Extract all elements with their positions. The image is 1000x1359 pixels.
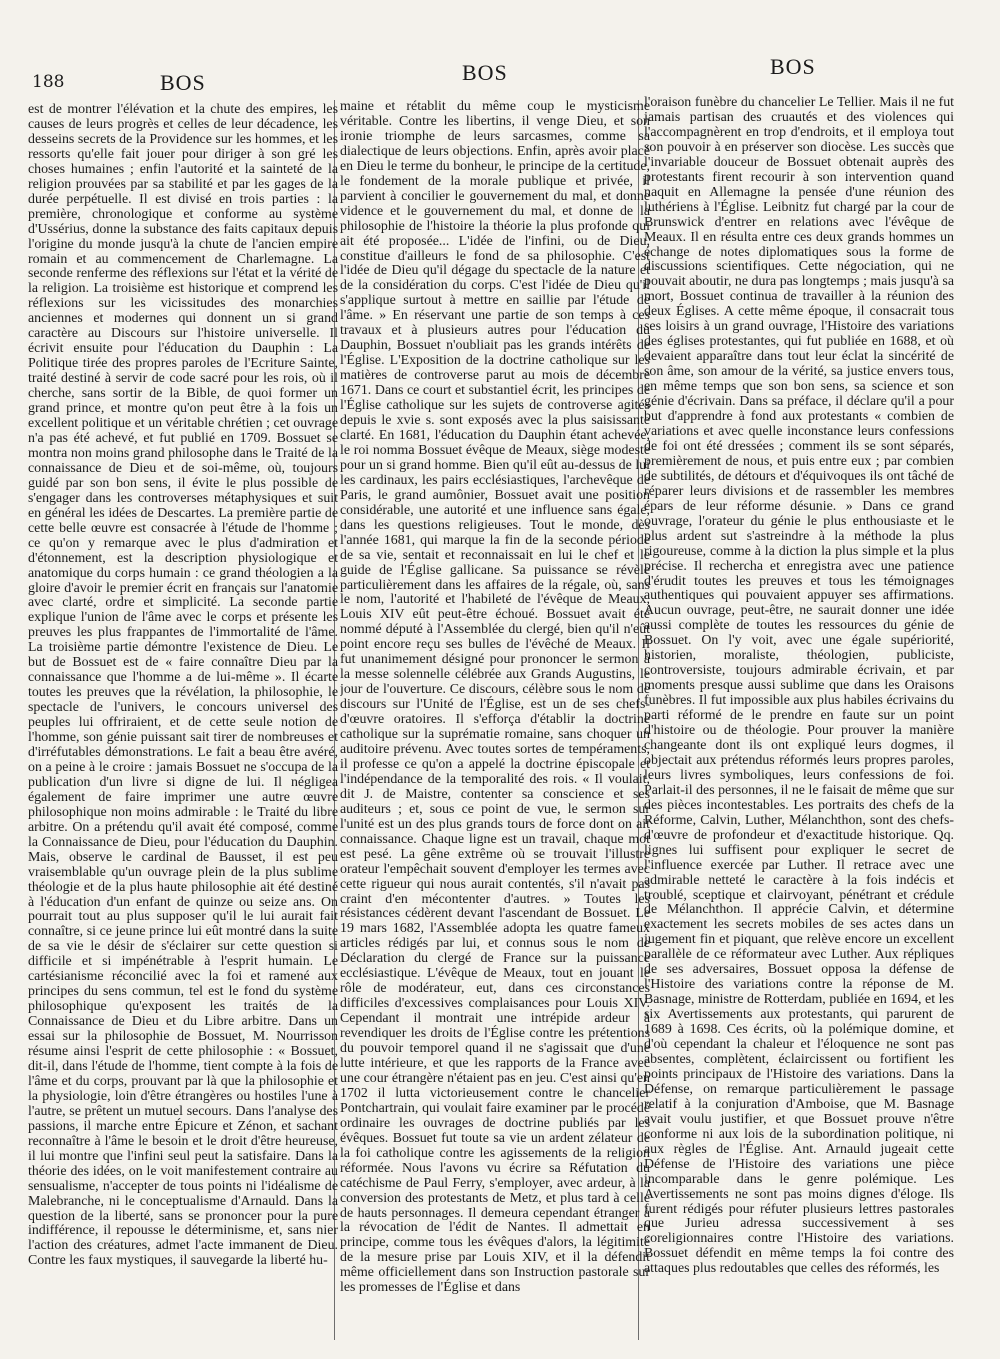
running-head-right: BOS xyxy=(770,54,816,79)
text-column-right xyxy=(644,96,954,1331)
text-column-left xyxy=(28,103,338,1338)
text-column-middle xyxy=(340,100,650,1335)
running-head-center: BOS xyxy=(462,60,508,85)
column-text: maine et rétablit du même coup le mysticisme véritable. Contre les libertins, il venge Dieu, et son ironie triomphe de leurs sarcasmes, comme sa dialectique de leurs objections. Enfin, après avoir placé en Dieu le terme du bonheur, le principe de la certitude, le fondement de la morale publique et privée, il parvient à concilier le gouvernement du mal, et donne vidence et le gouvernement du mal, et donne de la philosophie de l'histoire la théorie la plus profonde qui ait été proposée... L'idée de l'infini, ou de Dieu, constitue d'ailleurs le fond de sa philosophie. C'est l'idée de Dieu qu'il dégage du spectacle de la nature et de la considération du corps. C'est l'idée de Dieu qu'il s'applique surtout à mettre en saillie par l'étude de l'âme. » En réservant une partie de son temps à ces travaux et à plusieurs autres pour l'éducation du Dauphin, Bossuet n'oubliait pas les grands intérêts de l'Église. L'Exposition de la doctrine catholique sur les matières de controverse parut au mois de décembre 1671. Dans ce court et substantiel écrit, les principes de l'Église catholique sur les sujets de controverse agités depuis le xvie s. sont exposés avec la plus saisissante clarté. En 1681, l'éducation du Dauphin étant achevée, le roi nomma Bossuet évêque de Meaux, siège modeste pour un si grand homme. Bien qu'il eût au-dessus de lui les cardinaux, les pairs ecclésiastiques, l'archevêque de Paris, le grand aumônier, Bossuet avait une position considérable, une autorité et une influence sans égale, dans les questions religieuses. Tout le monde, dès l'année 1681, qui marque la fin de la seconde période de sa vie, sentait et reconnaissait en lui le chef et le guide de l'Église gallicane. Sa puissance se révèle particulièrement dans les affaires de la régale, où, sans le nom, l'autorité et l'habileté de l'évêque de Meaux, Louis XIV eût peut-être échoué. Bossuet avait été nommé député à l'Assemblée du clergé, bien qu'il n'eût point encore reçu ses bulles de l'évêché de Meaux. Il fut unanimement désigné pour prononcer le sermon à la messe solennelle célébrée aux Grands Augustins, le jour de l'ouverture. Ce discours, célèbre sous le nom de discours sur l'Unité de l'Église, est un de ses chefs-d'œuvre oratoires. Il s'efforça d'établir la doctrine catholique sur la suprématie romaine, sans choquer un auditoire prévenu. Avec toutes sortes de tempéraments, il professe ce qu'on a appelé la doctrine épiscopale et l'indépendance de la temporalité des rois. « Il voulait, dit J. de Maistre, contenter sa conscience et ses auditeurs ; et, sous ce point de vue, le sermon sur l'unité est un des plus grands tours de force dont on ait connaissance. Chaque ligne est un travail, chaque mot est pesé. La gêne extrême où se trouvait l'illustre orateur l'empêchait souvent d'employer les termes avec cette rigueur qui nous aurait contentés, s'il n'avait pas craint d'en mécontenter d'autres. » Toutes les résistances cédèrent devant l'ascendant de Bossuet. Le 19 mars 1682, l'Assemblée adopta les quatre fameux articles rédigés par lui, et connus sous le nom de Déclaration du clergé de France sur la puissance ecclésiastique. L'évêque de Meaux, tout en jouant le rôle de modérateur, eut, dans ces circonstances difficiles d'excessives complaisances pour Louis XIV. Cependant il montrait une intrépide ardeur à revendiquer les droits de l'Église contre les prétentions du pouvoir temporel quand il ne s'agissait que d'une lutte intérieure, et que les rapports de la France avec une cour étrangère n'étaient pas en jeu. C'est ainsi qu'en 1702 il lutta victorieusement contre le chancelier Pontchartrain, qui voulait faire examiner par le procédé ordinaire les ouvrages de doctrine publiés par les évêques. Bossuet fut toute sa vie un ardent zélateur de la foi catholique contre les agissements de la religion réformée. Nous l'avons vu écrire sa Réfutation du catéchisme de Paul Ferry, s'employer, avec ardeur, à la conversion des protestants de Metz, et plus tard à celle de hauts personnages. Il demeura cependant étranger à la révocation de l'édit de Nantes. Il admettait en principe, comme tous les évêques d'alors, la légitimité de la mesure prise par Louis XIV, et il la défendit même officiellement dans son Instruction pastorale sur les promesses de l'Église et dans xyxy=(340,100,650,1296)
running-head-left: BOS xyxy=(160,70,206,95)
page-number: 188 xyxy=(32,72,65,92)
column-text: est de montrer l'élévation et la chute des empires, les causes de leurs progrès et celles de leur décadence, les desseins secrets de la Providence sur les hommes, et les ressorts qu'elle fait jouer pour diriger à son gré les choses humaines ; enfin l'autorité et la sainteté de la religion prouvées par sa stabilité et par les gages de la durée perpétuelle. Il est divisé en trois parties : la première, chronologique et conforme au système d'Ussérius, donne la substance des faits capitaux depuis l'origine du monde jusqu'à la chute de l'ancien empire romain et au commencement de Charlemagne. La seconde renferme des réflexions sur l'état et la vérité de la religion. La troisième est historique et comprend les réflexions sur les vicissitudes des monarchies anciennes et modernes qui donnent un si grand caractère au Discours sur l'histoire universelle. Il écrivit ensuite pour l'éducation du Dauphin : La Politique tirée des propres paroles de l'Ecriture Sainte, traité destiné à servir de code sacré pour les rois, où il cherche, sans sortir de la Bible, de quoi former un grand prince, et montre qu'on peut être à la fois un excellent politique et un véritable chrétien ; cet ouvrage n'a pas été achevé, et fut publié en 1709. Bossuet se montra non moins grand philosophe dans le Traité de la connaissance de Dieu et de soi-même, où, toujours guidé par son bon sens, il évite le plus possible de s'engager dans les controverses métaphysiques et suit en général les idées de Descartes. La première partie de cette belle œuvre est consacrée à l'étude de l'homme ; ce qu'on y remarque avec le plus d'admiration et d'étonnement, est la description physiologique et anatomique du corps humain : ce grand théologien a la gloire d'avoir le premier écrit en français sur l'anatomie avec clarté, ordre et simplicité. La seconde partie explique l'union de l'âme avec le corps et présente les preuves les plus frappantes de l'immortalité de l'âme. La troisième partie démontre l'existence de Dieu. Le but de Bossuet est de « faire connaître Dieu par la connaissance que l'homme a de lui-même ». Il écarte toutes les preuves que la révélation, la philosophie, le spectacle de l'univers, le concours universel des peuples lui offriraient, et de cette seule notion de l'homme, son génie puissant sait tirer de nombreuses et d'irréfutables démonstrations. Le fait a beau être avéré, on a peine à le croire : jamais Bossuet ne s'occupa de la publication d'un livre si digne de lui. Il négligea également de faire imprimer une autre œuvre philosophique non moins admirable : le Traité du libre arbitre. On a prétendu qu'il avait été composé, comme la Connaissance de Dieu, pour l'éducation du Dauphin. Mais, observe le cardinal de Bausset, il est peu vraisemblable qu'un ouvrage plein de la plus sublime théologie et de la plus haute philosophie ait été destiné à l'éducation d'un enfant de quinze ou seize ans. On pourrait tout au plus supposer qu'il le lui aurait fait connaître, si ce jeune prince lui eût montré dans la suite de sa vie le désir de s'éclairer sur cette question si difficile et si impénétrable à l'esprit humain. Le cartésianisme réconcilié avec la foi et ramené aux principes du sens commun, tel est le fond du système philosophique qu'exposent les traités de la Connaissance de Dieu et du Libre arbitre. Dans un essai sur la philosophie de Bossuet, M. Nourrisson résume ainsi l'esprit de cette philosophie : « Bossuet, dit-il, dans l'étude de l'homme, tient compte à la fois de l'âme et du corps, prouvant par là que la philosophie et la physiologie, loin d'être étrangères ou hostiles l'une à l'autre, se prêtent un mutuel secours. Dans l'analyse des passions, il marche entre Épicure et Zénon, et sachant reconnaître à l'âme le besoin et le droit d'être heureuse, il lui montre que l'infini seul peut la satisfaire. Dans la théorie des idées, on le voit manifestement contraire au sensualisme, n'accepter de tous points ni l'idéalisme de Malebranche, ni le conceptualisme d'Arnauld. Dans la question de la liberté, sans se prononcer pour la pure indifférence, il repousse le déterminisme, et, sans nier l'action des créatures, admet l'acte immanent de Dieu. Contre les faux mystiques, il sauvegarde la liberté hu- xyxy=(28,103,338,1269)
column-text: l'oraison funèbre du chancelier Le Tellier. Mais il ne fut jamais partisan des cruautés et des violences qui l'accompagnèrent en trop d'endroits, et il employa tout son pouvoir à en préserver son diocèse. Les succès que l'invariable douceur de Bossuet obtenait auprès des protestants firent recourir à son intervention quand naquit en Allemagne la pensée d'une réunion des luthériens à l'Église. Leibnitz fut chargé par la cour de Brunswick d'entrer en relations avec l'évêque de Meaux. Il en résulta entre ces deux grands hommes un échange de notes diplomatiques sous la forme de discussions scientifiques. Cette négociation, qui ne pouvait aboutir, ne dura pas longtemps ; mais jusqu'à sa mort, Bossuet continua de travailler à la réunion des deux Églises. A cette même époque, il consacrait tous ses loisirs à un grand ouvrage, l'Histoire des variations des églises protestantes, qui fut publiée en 1688, et où devaient apparaître dans tout leur éclat la sincérité de son âme, son amour de la vérité, sa justice envers tous, en même temps que son bon sens, sa science et son génie d'écrivain. Dans sa préface, il déclare qu'il a pour but d'apprendre à fond aux protestants « combien de variations et avec quelle inconstance leurs confessions de foi ont été dressées ; comment ils se sont séparés, premièrement de nous, et puis entre eux ; par combien de subtilités, de détours et d'équivoques ils ont tâché de réparer leurs divisions et de rassembler les membres épars de leur réforme désunie. » Dans ce grand ouvrage, l'orateur du génie le plus enthousiaste et le plus ardent sut s'astreindre à la méthode la plus rigoureuse, comme à la diction la plus simple et la plus précise. Il rechercha et enregistra avec une patience d'érudit toutes les preuves et tous les témoignages authentiques qui pouvaient appuyer ses affirmations. Aucun ouvrage, peut-être, ne saurait donner une idée aussi complète de toutes les ressources du génie de Bossuet. On l'y voit, avec une égale supériorité, historien, moraliste, théologien, publiciste, controversiste, toujours admirable écrivain, et par moments presque aussi sublime que dans les Oraisons funèbres. Il fut impossible aux plus habiles écrivains du parti réformé de le prendre en faute sur un point d'histoire ou de théologie. Pour prouver la manière changeante dont ils ont expliqué leurs dogmes, il objectait aux prétendus réformés leurs propres paroles, leurs livres symboliques, leurs confessions de foi. Parlait-il des personnes, il ne le faisait de même que sur des pièces incontestables. Les portraits des chefs de la Réforme, Calvin, Luther, Mélanchthon, sont des chefs-d'œuvre de profondeur et d'exactitude historique. Qq. lignes lui suffisent pour expliquer le secret de l'influence exercée par Luther. Il retrace avec une admirable netteté le caractère à la fois indécis et troublé, sceptique et clairvoyant, pénétrant et crédule de Mélanchthon. Il apprécie Calvin, et détermine exactement les secrets mobiles de ses actes dans un jugement fin et piquant, que relève encore un excellent parallèle de ce réformateur avec Luther. Aux répliques de ses adversaires, Bossuet opposa la défense de l'Histoire des variations contre la réponse de M. Basnage, ministre de Rotterdam, publiée en 1694, et les six Avertissements aux protestants, qui parurent de 1689 à 1698. Ces écrits, où la polémique domine, et d'où cependant la chaleur et l'éloquence ne sont pas absentes, complètent, éclaircissent ou fortifient les points principaux de l'Histoire des variations. Dans la Défense, on remarque particulièrement le passage relatif à la conjuration d'Amboise, que M. Basnage avait voulu justifier, et que Bossuet prouve n'être conforme ni aux lois de la subordination politique, ni aux règles de l'Église. Ant. Arnauld jugeait cette Défense de l'Histoire des variations une pièce incomparable dans le genre polémique. Les Avertissements ne sont pas moins dignes d'éloge. Ils furent rédigés pour réfuter plusieurs lettres pastorales que Jurieu adressa successivement à ses coreligionnaires contre l'Histoire des variations. Bossuet défendit en même temps la foi contre des attaques plus redoutables que celles des réformés, les xyxy=(644,96,954,1277)
